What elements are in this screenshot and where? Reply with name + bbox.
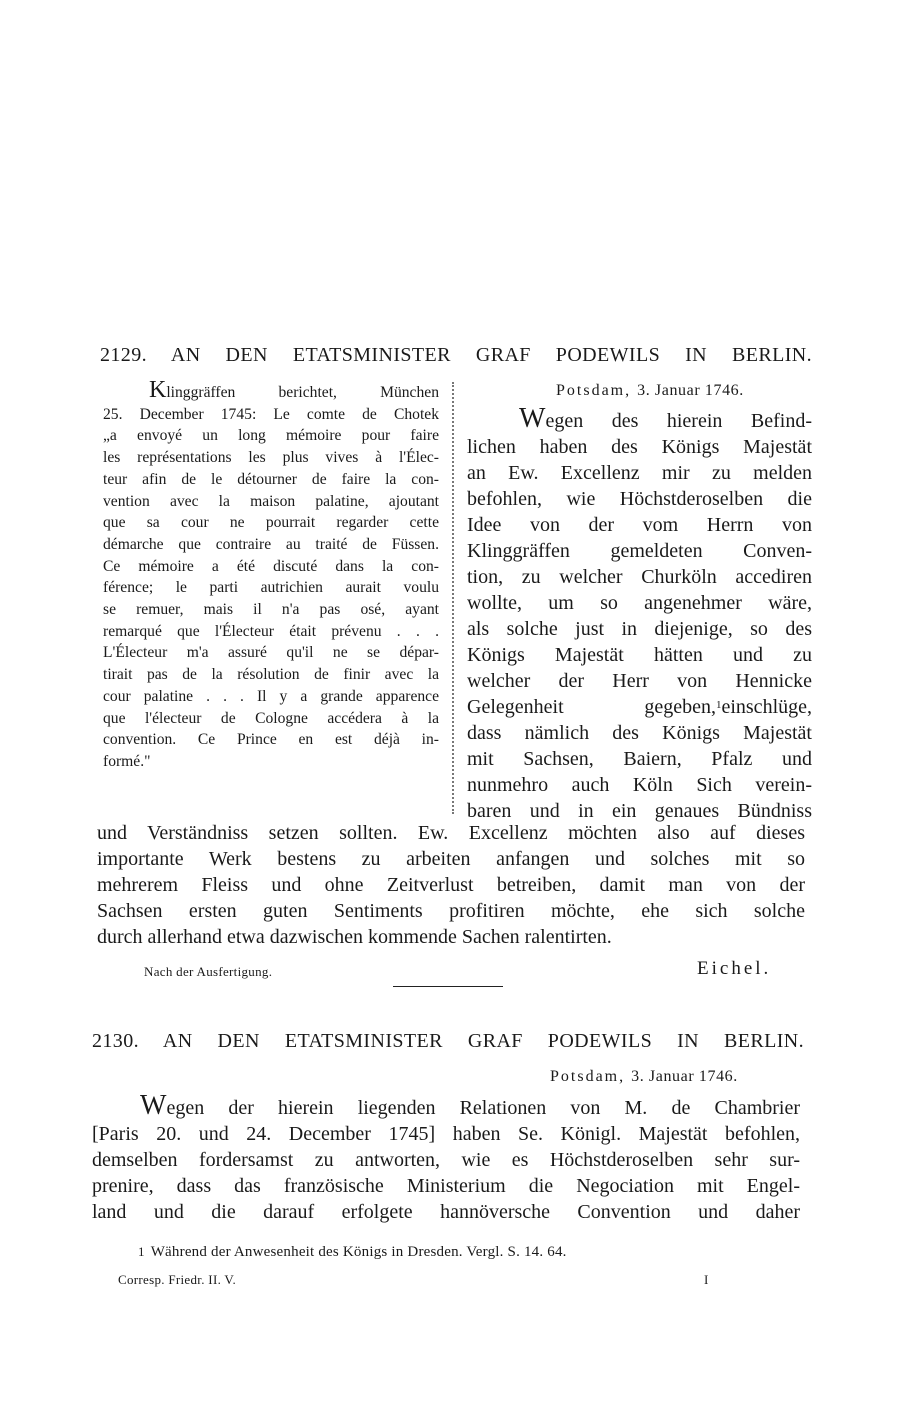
- body-line: demselben fordersamst zu antworten, wie es Höchstderoselben sehr sur-: [92, 1149, 800, 1171]
- dateline-place: Potsdam,: [556, 382, 632, 399]
- dateline-place-2: Potsdam,: [550, 1068, 626, 1085]
- summary-line: remarqué que l'Électeur était prévenu . . .: [103, 622, 439, 640]
- body-line: tion, zu welcher Churköln accediren: [467, 566, 812, 588]
- body-line: mit Sachsen, Baiern, Pfalz und: [467, 748, 812, 770]
- dateline: [556, 382, 744, 400]
- footnote-reference[interactable]: 1: [715, 699, 722, 711]
- body-line: prenire, dass das französische Ministerium die Negociation mit Engel-: [92, 1175, 800, 1197]
- sheet-signature: I: [704, 1272, 709, 1287]
- letter-heading-2: [92, 1030, 804, 1053]
- body-line: importante Werk bestens zu arbeiten anfangen und solches mit so: [97, 848, 805, 870]
- body-line: land und die darauf erfolgete hannöversche Convention und daher: [92, 1201, 800, 1223]
- summary-line: Klinggräffen berichtet, München: [149, 377, 439, 403]
- body-line: durch allerhand etwa dazwischen kommende Sachen ralentirten.: [97, 926, 612, 948]
- initial-letter: K: [149, 377, 167, 403]
- body-line: Klinggräffen gemeldeten Conven-: [467, 540, 812, 562]
- body-line: wollte, um so angenehmer wäre,: [467, 592, 812, 614]
- summary-line: que l'électeur de Cologne accédera à la: [103, 709, 439, 727]
- summary-line: tirait pas de la résolution de finir avec la: [103, 666, 439, 684]
- summary-line: formé.": [103, 752, 151, 770]
- summary-line: que sa cour ne pourrait regarder cette: [103, 514, 439, 532]
- summary-line: 25. December 1745: Le comte de Chotek: [103, 405, 439, 423]
- body-line: Sachsen ersten guten Sentiments profitiren möchte, ehe sich solche: [97, 900, 805, 922]
- letter-body-right: [467, 403, 812, 824]
- summary-line: démarche que contraire au traité de Füssen.: [103, 535, 439, 553]
- letter-title: AN DEN ETATSMINISTER GRAF PODEWILS IN BERLIN.: [170, 344, 813, 366]
- summary-line: cour palatine . . . Il y a grande apparence: [103, 687, 439, 705]
- footnote-mark: 1: [138, 1244, 145, 1259]
- body-line: dass nämlich des Königs Majestät: [467, 722, 812, 744]
- separator-rule: [393, 986, 503, 987]
- body-line: mehrerem Fleiss und ohne Zeitverlust betreiben, damit man von der: [97, 874, 805, 896]
- letter-body-full: [97, 820, 805, 950]
- summary-line: se remuer, mais il n'a pas osé, ayant: [103, 601, 439, 619]
- dateline-date-2: 3. Januar 1746.: [631, 1068, 738, 1085]
- footnote-text: Während der Anwesenheit des Königs in Dresden. Vergl. S. 14. 64.: [150, 1244, 567, 1260]
- letter-number-2: 2130.: [92, 1030, 139, 1052]
- body-line: befohlen, wie Höchstderoselben die: [467, 488, 812, 510]
- summary-line: vention avec la maison palatine, ajoutant: [103, 492, 439, 510]
- body-line: an Ew. Excellenz mir zu melden: [467, 462, 812, 484]
- column-divider: [452, 382, 454, 814]
- body-line: Wegen des hierein Befind-: [519, 403, 812, 434]
- footnote: [138, 1244, 567, 1261]
- body-line: baren und in ein genaues Bündniss: [467, 800, 812, 822]
- body-line: Idee von der vom Herrn von: [467, 514, 812, 536]
- body-line: Wegen der hierein liegenden Relationen von M. de Chambrier: [140, 1090, 800, 1121]
- initial-letter: W: [519, 403, 546, 434]
- body-line: Königs Majestät hätten und zu: [467, 644, 812, 666]
- body-line: Gelegenheit gegeben,$^1$einschlüge,: [467, 696, 812, 718]
- letter-title-2: AN DEN ETATSMINISTER GRAF PODEWILS IN BERLIN.: [162, 1030, 805, 1052]
- body-line: als solche just in diejenige, so des: [467, 618, 812, 640]
- source-note: Nach der Ausfertigung.: [144, 964, 273, 979]
- summary-line: L'Électeur m'a assuré qu'il ne se dépar-: [103, 644, 439, 662]
- body-line: [Paris 20. und 24. December 1745] haben Se. Königl. Majestät befohlen,: [92, 1123, 800, 1145]
- summary-line: convention. Ce Prince en est déjà in-: [103, 731, 439, 749]
- summary-line: férence; le parti autrichien aurait voulu: [103, 579, 439, 597]
- body-line: und Verständniss setzen sollten. Ew. Excellenz möchten also auf dieses: [97, 822, 805, 844]
- summary-line: les représentations les plus vives à l'Élec-: [103, 449, 439, 467]
- page-footer-series: Corresp. Friedr. II. V.: [118, 1272, 236, 1287]
- signature: Eichel.: [697, 958, 772, 979]
- letter-number: 2129.: [100, 344, 147, 366]
- body-line: lichen haben des Königs Majestät: [467, 436, 812, 458]
- letter-body-2: [92, 1090, 800, 1225]
- initial-letter: W: [140, 1090, 167, 1121]
- body-line: welcher der Herr von Hennicke: [467, 670, 812, 692]
- summary-line: Ce mémoire a été discuté dans la con-: [103, 557, 439, 575]
- letter-heading: [100, 344, 812, 367]
- dateline-2: [550, 1068, 738, 1086]
- summary-line: „a envoyé un long mémoire pour faire: [103, 427, 439, 445]
- summary-column: [103, 377, 439, 773]
- dateline-date: 3. Januar 1746.: [637, 382, 744, 399]
- summary-line: teur afin de le détourner de faire la con-: [103, 470, 439, 488]
- body-line: nunmehro auch Köln Sich verein-: [467, 774, 812, 796]
